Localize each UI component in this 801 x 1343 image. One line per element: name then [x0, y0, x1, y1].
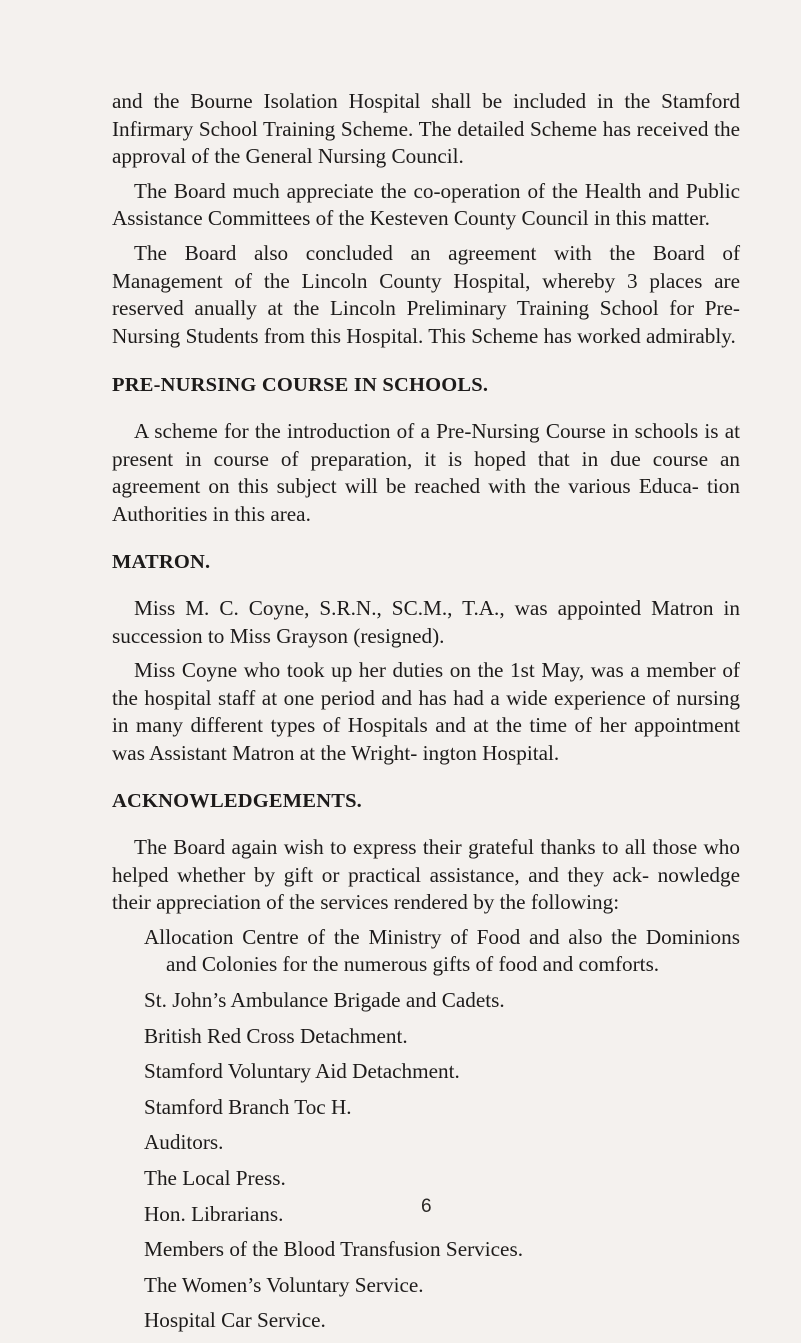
body-text — [112, 88, 740, 1343]
acknowledgements-intro: The Board again wish to express their grateful thanks to all those who helped whether by gift or practical assistance, and they ack- nowledge their appreciation of the services rendered by the following: — [112, 835, 740, 915]
matron-paragraph-1: Miss M. C. Coyne, S.R.N., SC.M., T.A., was appointed Matron in succession to Miss Grayson (resigned). — [112, 595, 740, 648]
list-item: Hon. Librarians. — [144, 1201, 284, 1226]
list-item: Auditors. — [144, 1130, 224, 1155]
list-item: Stamford Voluntary Aid Detachment. — [144, 1059, 460, 1084]
list-item: St. John’s Ambulance Brigade and Cadets. — [144, 988, 505, 1013]
intro-paragraph-2: The Board much appreciate the co-operation of the Health and Public Assistance Committees of the Kesteven County Council in this matter. — [112, 178, 740, 231]
pre-nursing-heading: PRE-NURSING COURSE IN SCHOOLS. — [112, 374, 489, 397]
acknowledgements-heading: ACKNOWLEDGEMENTS. — [112, 790, 363, 813]
list-item: The Local Press. — [144, 1166, 286, 1190]
list-item: British Red Cross Detachment. — [144, 1023, 408, 1048]
list-item: Stamford Branch Toc H. — [144, 1094, 352, 1119]
page-number: 6 — [421, 1196, 432, 1217]
list-item: The Women’s Voluntary Service. — [144, 1272, 424, 1297]
intro-paragraph-3: The Board also concluded an agreement with the Board of Management of the Lincoln County Hospital, whereby 3 places are reserved anually at the Lincoln Preliminary Training School for Pre-Nursing Students from this Hospital. This Scheme has worked admirably. — [112, 240, 740, 348]
pre-nursing-paragraph: A scheme for the introduction of a Pre-Nursing Course in schools is at present in course of preparation, it is hoped that in due course an agreement on this subject will be reached with the various Educa- tion Authorities in this area. — [112, 418, 740, 526]
intro-paragraph-1: and the Bourne Isolation Hospital shall be included in the Stamford Infirmary School Training Scheme. The detailed Scheme has received the approval of the General Nursing Council. — [112, 89, 740, 169]
matron-paragraph-2: Miss Coyne who took up her duties on the 1st May, was a member of the hospital staff at one period and has had a wide experience of nursing in many different types of Hospitals and at the time of her appointment was Assistant Matron at the Wright- ington Hospital. — [112, 658, 740, 765]
list-item: Hospital Car Service. — [144, 1308, 326, 1333]
list-item: Members of the Blood Transfusion Services. — [144, 1237, 523, 1262]
list-item: Allocation Centre of the Ministry of Food and also the Dominions and Colonies for the numerous gifts of food and comforts. — [144, 924, 740, 977]
acknowledgements-list — [112, 924, 740, 1335]
matron-heading: MATRON. — [112, 551, 211, 574]
